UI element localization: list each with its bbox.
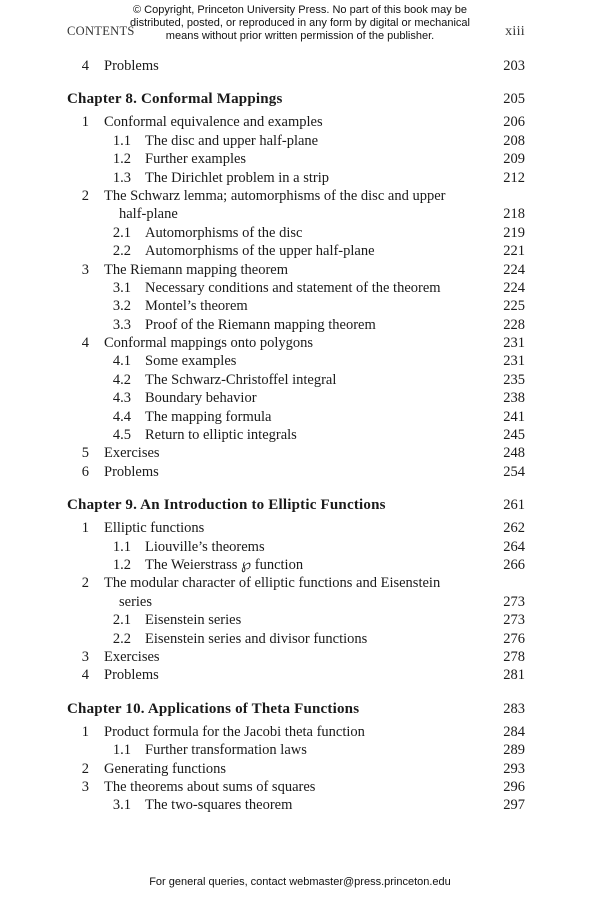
entry-number: 1.3 (112, 169, 131, 186)
entry-page: 276 (503, 630, 525, 647)
toc-entry (67, 371, 525, 389)
entry-title: Further examples (145, 151, 247, 168)
entry-title: The Riemann mapping theorem (104, 261, 289, 278)
toc-entry (67, 723, 525, 741)
entry-page: 284 (503, 723, 525, 740)
entry-page: 209 (503, 151, 525, 168)
entry-title: series (119, 593, 153, 610)
toc-entry (67, 334, 525, 352)
toc-entry (67, 796, 525, 814)
toc-entry (67, 741, 525, 759)
entry-number: 1.1 (112, 742, 131, 759)
entry-page: 296 (503, 778, 525, 795)
entry-page: 218 (503, 206, 525, 223)
entry-title: The Weierstrass ℘ function (145, 556, 304, 573)
entry-title: Automorphisms of the disc (145, 224, 303, 241)
entry-page: 245 (503, 427, 525, 444)
entry-number: 1.1 (112, 132, 131, 149)
entry-number: 1 (81, 520, 89, 537)
entry-page: 281 (503, 667, 525, 684)
entry-title: The theorems about sums of squares (104, 778, 316, 795)
toc-entry (67, 389, 525, 407)
entry-page: 241 (503, 408, 525, 425)
entry-number: 2.2 (112, 630, 131, 647)
entry-title: Boundary behavior (145, 390, 257, 407)
toc-entry (67, 666, 525, 684)
chapter-heading (67, 496, 525, 515)
copyright-line: © Copyright, Princeton University Press. No part of this book may be (133, 4, 467, 16)
entry-number: 4 (81, 667, 89, 684)
entry-page: 254 (503, 463, 525, 480)
toc-entry (67, 444, 525, 462)
entry-page: 231 (503, 335, 525, 352)
entry-page: 205 (503, 91, 525, 108)
copyright-line: distributed, posted, or reproduced in any form by digital or mechanical (130, 17, 470, 29)
entry-number: 4.4 (112, 408, 131, 425)
entry-number: 3 (81, 778, 89, 795)
toc-entry (67, 279, 525, 297)
entry-page: 248 (503, 445, 525, 462)
entry-page: 219 (503, 224, 525, 241)
entry-title: Eisenstein series and divisor functions (145, 630, 368, 647)
entry-title: Some examples (145, 353, 237, 370)
entry-page: 231 (503, 353, 525, 370)
entry-title: Automorphisms of the upper half-plane (145, 243, 375, 260)
toc-entry (67, 556, 525, 574)
chapter-heading (67, 700, 525, 719)
entry-title: Liouville’s theorems (145, 538, 265, 555)
entry-title: Conformal equivalence and examples (104, 114, 323, 131)
entry-number: 2.1 (112, 224, 131, 241)
entry-page: 289 (503, 742, 525, 759)
entry-number: 1.1 (112, 538, 131, 555)
entry-title: Montel’s theorem (145, 298, 248, 315)
entry-page: 208 (503, 132, 525, 149)
toc-entry (67, 593, 525, 611)
toc-entry (67, 778, 525, 796)
entry-title: Product formula for the Jacobi theta function (104, 723, 365, 740)
entry-page: 206 (503, 114, 525, 131)
entry-title: Necessary conditions and statement of the theorem (145, 279, 441, 296)
toc-entry (67, 426, 525, 444)
entry-number: 5 (81, 445, 89, 462)
toc-entry (67, 648, 525, 666)
entry-title: Chapter 9. An Introduction to Elliptic Functions (67, 497, 386, 514)
entry-number: 2 (81, 760, 89, 777)
toc-entry (67, 224, 525, 242)
entry-title: Chapter 10. Applications of Theta Functions (67, 700, 360, 717)
entry-title: half-plane (119, 206, 178, 223)
entry-title: Problems (104, 667, 159, 684)
entry-page: 283 (503, 700, 525, 717)
toc-entry (67, 132, 525, 150)
toc-entry (67, 261, 525, 279)
entry-number: 2.2 (112, 243, 131, 260)
entry-number: 1.2 (112, 151, 131, 168)
entry-page: 264 (503, 538, 525, 555)
entry-page: 221 (503, 243, 525, 260)
entry-number: 3.3 (112, 316, 131, 333)
entry-title: Generating functions (104, 760, 227, 777)
toc-entry (67, 205, 525, 223)
entry-page: 297 (503, 797, 525, 814)
entry-page: 262 (503, 520, 525, 537)
table-of-contents (67, 57, 525, 815)
entry-title: The Schwarz-Christoffel integral (145, 371, 337, 388)
entry-number: 6 (81, 463, 89, 480)
toc-entry (67, 630, 525, 648)
entry-title: Proof of the Riemann mapping theorem (145, 316, 376, 333)
entry-number: 2 (81, 187, 89, 204)
toc-entry (67, 538, 525, 556)
entry-title: The Dirichlet problem in a strip (145, 169, 330, 186)
entry-number: 4.1 (112, 353, 131, 370)
entry-title: The two-squares theorem (145, 797, 293, 814)
entry-number: 4.2 (112, 371, 131, 388)
toc-entry (67, 169, 525, 187)
entry-title: The modular character of elliptic functions and Eisenstein (104, 575, 441, 592)
copyright-line: means without prior written permission of the publisher. (165, 30, 435, 42)
toc-entry (67, 352, 525, 370)
entry-page: 278 (503, 648, 525, 665)
toc-entry (67, 574, 525, 592)
entry-number: 2 (81, 575, 89, 592)
toc-entry (67, 519, 525, 537)
toc-entry (67, 611, 525, 629)
entry-page: 261 (503, 497, 525, 514)
entry-page: 212 (503, 169, 525, 186)
entry-number: 3.1 (112, 797, 131, 814)
entry-page: 203 (503, 58, 525, 74)
toc-entry (67, 297, 525, 315)
entry-number: 4 (81, 335, 89, 352)
entry-title: The disc and upper half-plane (145, 132, 319, 149)
entry-title: Chapter 8. Conformal Mappings (67, 91, 283, 108)
entry-number: 3.1 (112, 279, 131, 296)
entry-title: The Schwarz lemma; automorphisms of the disc and upper (104, 187, 446, 204)
entry-title: Elliptic functions (104, 520, 205, 537)
entry-title: Problems (104, 58, 159, 74)
entry-number: 2.1 (112, 612, 131, 629)
entry-number: 1.2 (112, 556, 131, 573)
entry-page: 224 (503, 279, 525, 296)
entry-page: 228 (503, 316, 525, 333)
page-number: xiii (505, 24, 525, 39)
entry-number: 4.5 (112, 427, 131, 444)
running-head-label: CONTENTS (67, 24, 135, 38)
toc-entry (67, 463, 525, 481)
footer-contact: For general queries, contact webmaster@press.princeton.edu (149, 876, 451, 888)
toc-entry (67, 760, 525, 778)
entry-title: Further transformation laws (145, 742, 307, 759)
entry-page: 235 (503, 371, 525, 388)
entry-title: Eisenstein series (145, 612, 242, 629)
entry-title: Conformal mappings onto polygons (104, 335, 314, 352)
entry-number: 3 (81, 648, 89, 665)
chapter-heading (67, 90, 525, 109)
entry-number: 4.3 (112, 390, 131, 407)
toc-entry (67, 408, 525, 426)
toc-entry (67, 187, 525, 205)
entry-number: 4 (81, 58, 89, 74)
entry-title: The mapping formula (145, 408, 272, 425)
entry-title: Exercises (104, 445, 160, 462)
entry-title: Return to elliptic integrals (145, 427, 297, 444)
entry-number: 1 (81, 114, 89, 131)
toc-entry (67, 150, 525, 168)
entry-number: 3 (81, 261, 89, 278)
entry-page: 273 (503, 612, 525, 629)
entry-page: 266 (503, 556, 525, 573)
entry-page: 273 (503, 593, 525, 610)
entry-number: 3.2 (112, 298, 131, 315)
entry-title: Problems (104, 463, 159, 480)
entry-title: Exercises (104, 648, 160, 665)
entry-page: 238 (503, 390, 525, 407)
toc-entry (67, 242, 525, 260)
toc-entry (67, 57, 525, 75)
entry-number: 1 (81, 723, 89, 740)
toc-entry (67, 113, 525, 131)
toc-entry (67, 316, 525, 334)
entry-page: 225 (503, 298, 525, 315)
entry-page: 224 (503, 261, 525, 278)
entry-page: 293 (503, 760, 525, 777)
